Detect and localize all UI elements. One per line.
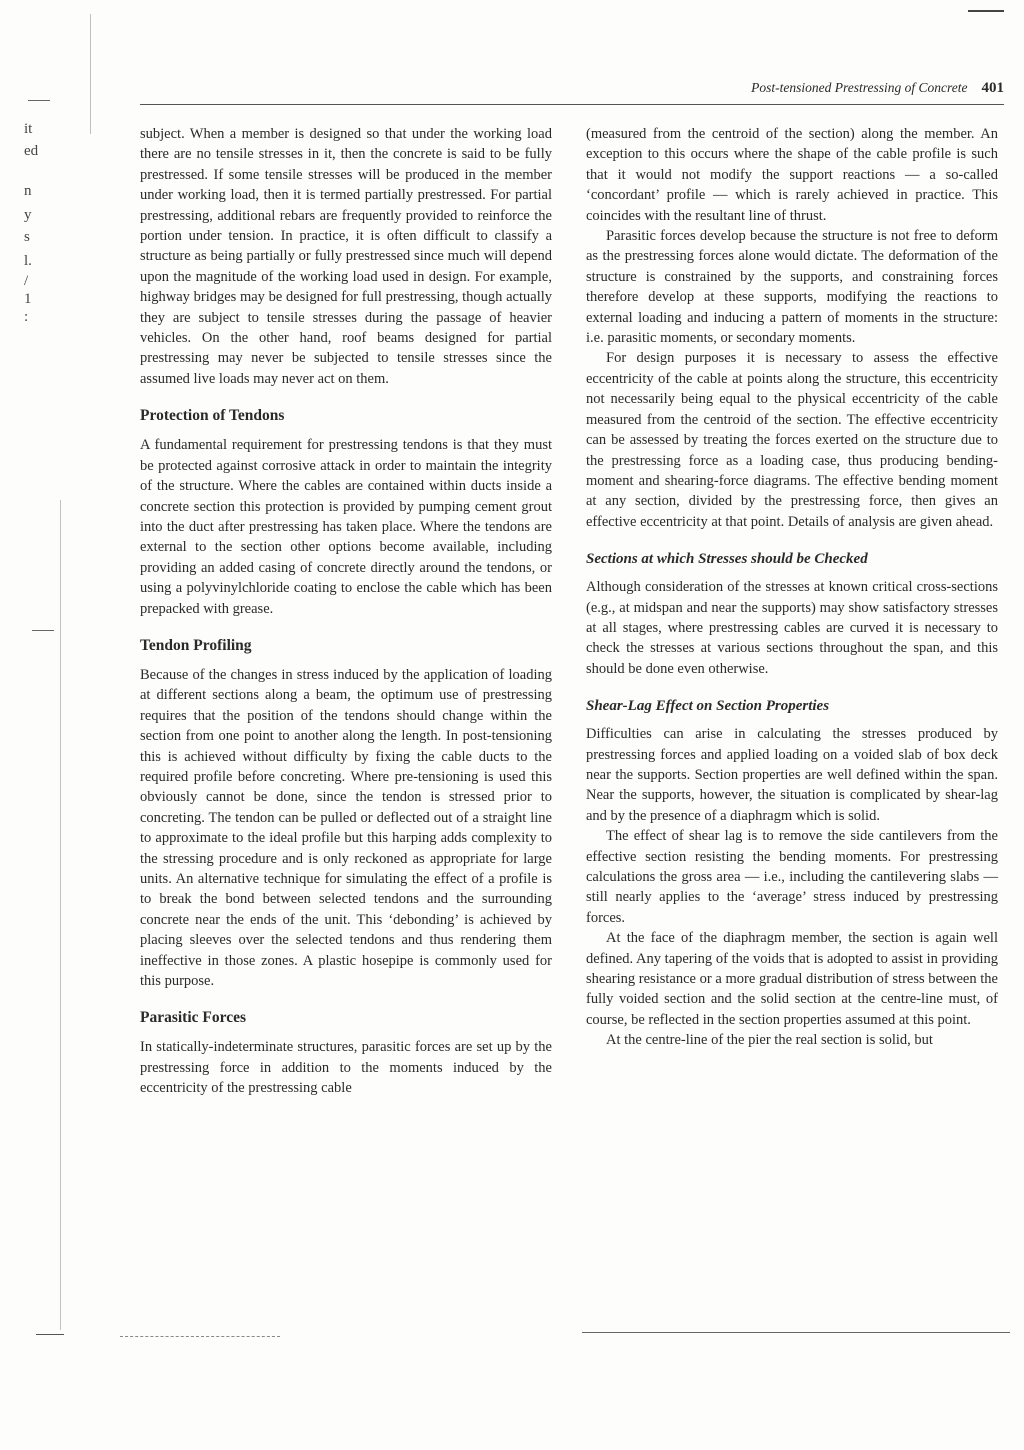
section-heading-tendon-profiling: Tendon Profiling: [140, 636, 252, 654]
paragraph: A fundamental requirement for prestressing tendons is that they must be protected against corrosive attack in order to maintain the integrity of the structure. Where the cables are contained within ducts inside a concrete section this protection is provided by pumping cement grout into the duct after prestressing has taken place. Where the tendons are external to the section other options become available, including providing an added casing of concrete directly around the tendons, or using a polyvinylchloride coating to enclose the cable which has been prepacked with grease.: [140, 437, 552, 617]
margin-fragment: y: [24, 207, 32, 223]
margin-stub-line: [36, 1334, 64, 1335]
page-number: 401: [981, 80, 1004, 96]
margin-fragment: /: [24, 273, 29, 289]
margin-fragment: 1: [24, 291, 32, 307]
header-rule: [140, 104, 1004, 105]
paragraph: subject. When a member is designed so that under the working load there are no tensile stresses in it, then the concrete is said to be fully prestressed. If some tensile stresses will be produced in the member under working load, then it is termed partially prestressed. For partial prestressing, additional rebars are frequently provided to reinforce the portion under tension. In practice, it is often difficult to classify a structure as being partially or fully prestressed since much will depend upon the magnitude of the working load used in design. For example, highway bridges may be designed for full prestressing, though actually they are subject to tensile stresses during the passage of heavier vehicles. On the other hand, roof beams designed for partial prestressing may never be subjected to tensile stresses since the assumed live loads may never act on them.: [140, 126, 552, 387]
margin-fragment: it: [24, 121, 33, 137]
margin-stub-line: [28, 100, 50, 101]
paragraph: Parasitic forces develop because the structure is not free to deform as the prestressing forces alone would dictate. The deformation of the structure is constrained by the supports, and constraining forces therefore develop at these supports, modifying the reactions to external loading and inducing a pattern of moments in the structure: i.e. parasitic moments, or secondary moments.: [586, 228, 998, 347]
bottom-rule: [582, 1332, 1010, 1333]
paragraph: At the centre-line of the pier the real section is solid, but: [606, 1032, 933, 1049]
section-heading-shear-lag: Shear-Lag Effect on Section Properties: [586, 698, 830, 715]
margin-stub-line: [32, 630, 54, 631]
section-heading-parasitic-forces: Parasitic Forces: [140, 1009, 247, 1027]
paragraph: At the face of the diaphragm member, the section is again well defined. Any tapering of the voids that is adopted to assist in providing shearing resistance or a more gradual distribution of stress between the fully voided section and the solid section at the centre-line must, of course, be reflected in the section properties assumed at this point.: [586, 930, 998, 1028]
left-column: [140, 124, 552, 1099]
running-title: Post-tensioned Prestressing of Concrete: [751, 80, 968, 95]
margin-fragment: n: [24, 183, 32, 199]
paragraph: Although consideration of the stresses at known critical cross-sections (e.g., at midspan and near the supports) may show satisfactory stresses at all stages, where prestressing cables are curved it is necessary to check the stresses at various sections throughout the span, and this should be done even otherwise.: [586, 579, 998, 677]
margin-fragment: :: [24, 309, 29, 325]
scan-edge-mark: [968, 10, 1004, 12]
margin-fragment: s: [24, 229, 30, 245]
page-header: [140, 80, 1004, 102]
paragraph: Because of the changes in stress induced by the application of loading at different sections along a beam, the optimum use of prestressing requires that the position of the tendons should change within the section from one point to another along the length. In post-tensioning this is achieved without difficulty by fixing the cable ducts to the required profile before concreting. Where pre-tensioning is used this obviously cannot be done, since the tendon is stressed prior to concreting. The tendon can be pulled or deflected out of a straight line to approximate to the ideal profile but this harping adds complexity to the stressing procedure and is only reckoned as appropriate for large units. An alternative technique for simulating the effect of a profile is to break the bond between selected tendons and the surrounding concrete near the ends of the unit. This ‘debonding’ is achieved by placing sleeves over the selected tendons and thus rendering them ineffective in those zones. A plastic hosepipe is commonly used for this purpose.: [140, 666, 552, 990]
paragraph: For design purposes it is necessary to assess the effective eccentricity of the cable at points along the structure, this eccentricity not necessarily being equal to the physical eccentricity of the cable measured from the centroid of the section. The effective eccentricity can be assessed by treating the forces exerted on the structure due to the prestressing force as a loading case, thus producing bending-moment and shearing-force diagrams. The effective bending moment at any section, divided by the prestressing force, then gives an effective eccentricity at that point. Details of analysis are given ahead.: [586, 350, 998, 530]
right-column: [586, 124, 998, 1051]
paragraph: In statically-indeterminate structures, parasitic forces are set up by the prestressing force in addition to the moments induced by the eccentricity of the prestressing cable: [140, 1039, 552, 1097]
paragraph: Difficulties can arise in calculating the stresses produced by prestressing forces and applied loading on a voided slab of box deck near the supports. Section properties are well defined within the span. Near the supports, however, the situation is complicated by shear-lag and by the presence of a diaphragm which is solid.: [586, 726, 998, 824]
paragraph: The effect of shear lag is to remove the side cantilevers from the effective section resisting the bending moments. For prestressing calculations the gross area — i.e., including the cantilevering slabs — still nearly applies to the ‘average’ stress induced by prestressing forces.: [586, 828, 998, 926]
scan-artifact-line: [60, 500, 61, 1330]
section-heading-protection-of-tendons: Protection of Tendons: [140, 407, 285, 425]
section-heading-sections-checked: Sections at which Stresses should be Checked: [586, 551, 868, 568]
scan-artifact-line: [90, 14, 91, 134]
margin-fragment: ed: [24, 143, 39, 159]
paragraph: (measured from the centroid of the section) along the member. An exception to this occurs where the shape of the cable profile is such that it would not modify the support reactions — a so-called ‘concordant’ profile — which is rarely achieved in practice. This coincides with the resultant line of thrust.: [586, 126, 998, 224]
margin-fragment: l.: [24, 253, 32, 269]
scan-artifact-dash: [120, 1336, 280, 1337]
